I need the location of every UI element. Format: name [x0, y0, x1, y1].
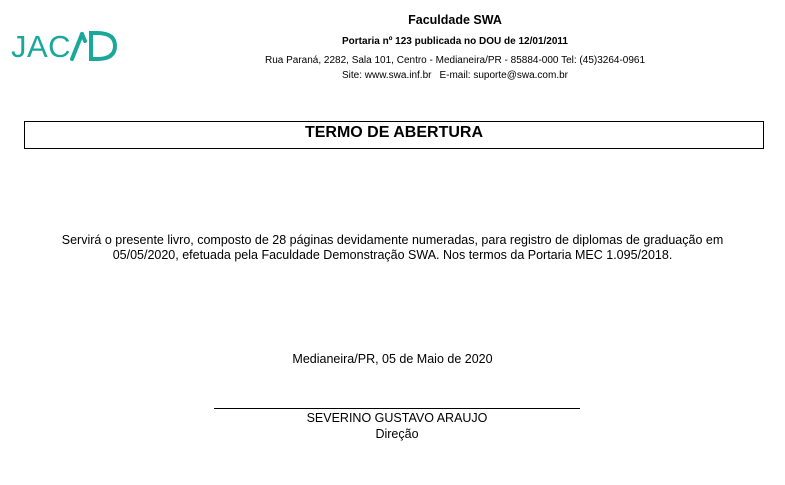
contact-line	[180, 70, 730, 81]
logo-text: JAC	[11, 29, 72, 64]
logo-stylized-d	[91, 33, 115, 59]
email-text: E-mail: suporte@swa.com.br	[439, 70, 568, 81]
institution-name: Faculdade SWA	[408, 13, 502, 27]
signer-name: SEVERINO GUSTAVO ARAUJO	[306, 411, 488, 425]
body-line-2: 05/05/2020, efetuada pela Faculdade Demonstração SWA. Nos termos da Portaria MEC 1.095/2018.	[112, 248, 673, 262]
logo-stylized-a	[72, 34, 85, 59]
site-text: Site: www.swa.inf.br	[341, 70, 432, 81]
document-title: TERMO DE ABERTURA	[24, 121, 764, 149]
signature-line	[214, 408, 580, 409]
jacad-logo	[11, 27, 121, 67]
place-and-date: Medianeira/PR, 05 de Maio de 2020	[292, 352, 493, 366]
address-line: Rua Paraná, 2282, Sala 101, Centro - Medianeira/PR - 85884-000 Tel: (45)3264-0961	[264, 55, 646, 66]
body-line-1: Servirá o presente livro, composto de 28 páginas devidamente numeradas, para registro de diplomas de graduação em	[61, 233, 724, 247]
document-body	[30, 233, 755, 263]
portaria-line: Portaria nº 123 publicada no DOU de 12/01/2011	[342, 36, 568, 47]
signer-role: Direção	[375, 427, 419, 441]
